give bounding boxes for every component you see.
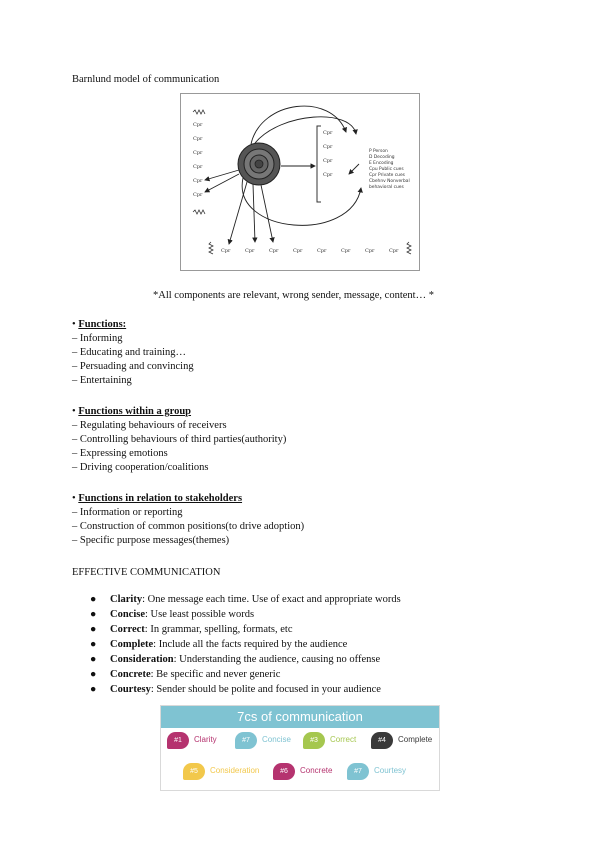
list-item: – Driving cooperation/coalitions — [72, 462, 209, 473]
svg-text:P Person: P Person — [369, 149, 388, 154]
svg-text:Cpr: Cpr — [365, 248, 375, 254]
cue-label: Cpr — [193, 122, 203, 128]
banner-title: 7cs of communication — [161, 706, 439, 728]
barnlund-diagram — [180, 93, 420, 271]
cue-label: Cpr — [323, 158, 333, 164]
cue-label: Cpr — [323, 144, 333, 150]
diagram-legend — [369, 148, 410, 190]
list-item: – Expressing emotions — [72, 448, 168, 459]
svg-text:E Encoding: E Encoding — [369, 161, 394, 166]
list-item: – Construction of common positions(to drive adoption) — [72, 521, 305, 532]
badge: #6 — [273, 763, 295, 780]
zigzag-mark — [193, 210, 205, 214]
section-functions-stakeholders — [72, 492, 532, 548]
badge: #7 — [235, 732, 257, 749]
badge: #4 — [371, 732, 393, 749]
zigzag-mark — [193, 110, 205, 114]
cue-label: Cpr — [323, 172, 333, 178]
section-heading: • Functions in relation to stakeholders — [72, 493, 243, 504]
badge: #3 — [303, 732, 325, 749]
list-item: – Regulating behaviours of receivers — [72, 420, 227, 431]
svg-text:Cpr: Cpr — [269, 248, 279, 254]
section-functions — [72, 318, 532, 388]
right-cue-labels — [323, 130, 333, 178]
page-title: Barnlund model of communication — [72, 74, 220, 85]
svg-text:Cpr: Cpr — [293, 248, 303, 254]
badge: #7 — [347, 763, 369, 780]
list-item: – Informing — [72, 333, 123, 344]
cue-label: Cpr — [193, 150, 203, 156]
list-item: – Controlling behaviours of third parties(authority) — [72, 434, 287, 445]
svg-text:Cpr: Cpr — [245, 248, 255, 254]
list-item: – Specific purpose messages(themes) — [72, 535, 230, 546]
section-heading: • Functions: — [72, 319, 127, 330]
bottom-cue-labels — [221, 248, 399, 254]
arrow-lines — [205, 106, 361, 244]
cue-label: Cpr — [193, 164, 203, 170]
svg-text:Cpr: Cpr — [341, 248, 351, 254]
list-item: – Educating and training… — [72, 347, 187, 358]
svg-text:behavioral cues: behavioral cues — [369, 185, 404, 190]
badge: #5 — [183, 763, 205, 780]
zigzag-mark — [407, 242, 411, 254]
left-cue-labels — [193, 122, 203, 198]
svg-text:Cbehnv Nonverbal: Cbehnv Nonverbal — [369, 179, 410, 184]
effective-title: EFFECTIVE COMMUNICATION — [72, 567, 221, 578]
cue-label: Cpr — [323, 130, 333, 136]
label: Complete — [398, 735, 433, 744]
label: Clarity — [194, 735, 217, 744]
list-item: – Persuading and convincing — [72, 361, 194, 372]
label: Courtesy — [374, 766, 407, 775]
label: Correct — [330, 735, 357, 744]
svg-text:Cpr: Cpr — [317, 248, 327, 254]
cue-label: Cpr — [193, 136, 203, 142]
person-circle — [238, 143, 280, 185]
svg-text:Cpu Public cues: Cpu Public cues — [369, 167, 404, 172]
section-heading: • Functions within a group — [72, 406, 192, 417]
list-item: – Entertaining — [72, 375, 132, 386]
svg-text:D Decoding: D Decoding — [369, 155, 395, 160]
barnlund-diagram-svg — [181, 94, 419, 270]
svg-text:Cpr Private cues: Cpr Private cues — [369, 173, 405, 178]
section-functions-group — [72, 405, 532, 475]
diagram-caption: *All components are relevant, wrong sender, message, content… * — [153, 290, 434, 301]
label: Concise — [262, 735, 291, 744]
cue-label: Cpr — [193, 178, 203, 184]
svg-text:Cpr: Cpr — [221, 248, 231, 254]
bracket — [317, 126, 321, 202]
zigzag-mark — [209, 242, 213, 254]
svg-text:Cpr: Cpr — [389, 248, 399, 254]
label: Concrete — [300, 766, 333, 775]
label: Consideration — [210, 766, 260, 775]
badge: #1 — [167, 732, 189, 749]
list-item: – Information or reporting — [72, 507, 183, 518]
effective-list: ● Clarity: One message each time. Use of exact and appropriate words ● Concise: Use least possible words ● Correct: In grammar, spelling, formats, etc ● Complete: Include all the facts required by the audience ● Consideration: Understanding the audience, causing no offense ● Concrete: Be specific and never generic ● Courtesy: Sender should be polite and focused in your audience — [90, 594, 401, 695]
seven-cs-banner — [160, 705, 440, 791]
cue-label: Cpr — [193, 192, 203, 198]
